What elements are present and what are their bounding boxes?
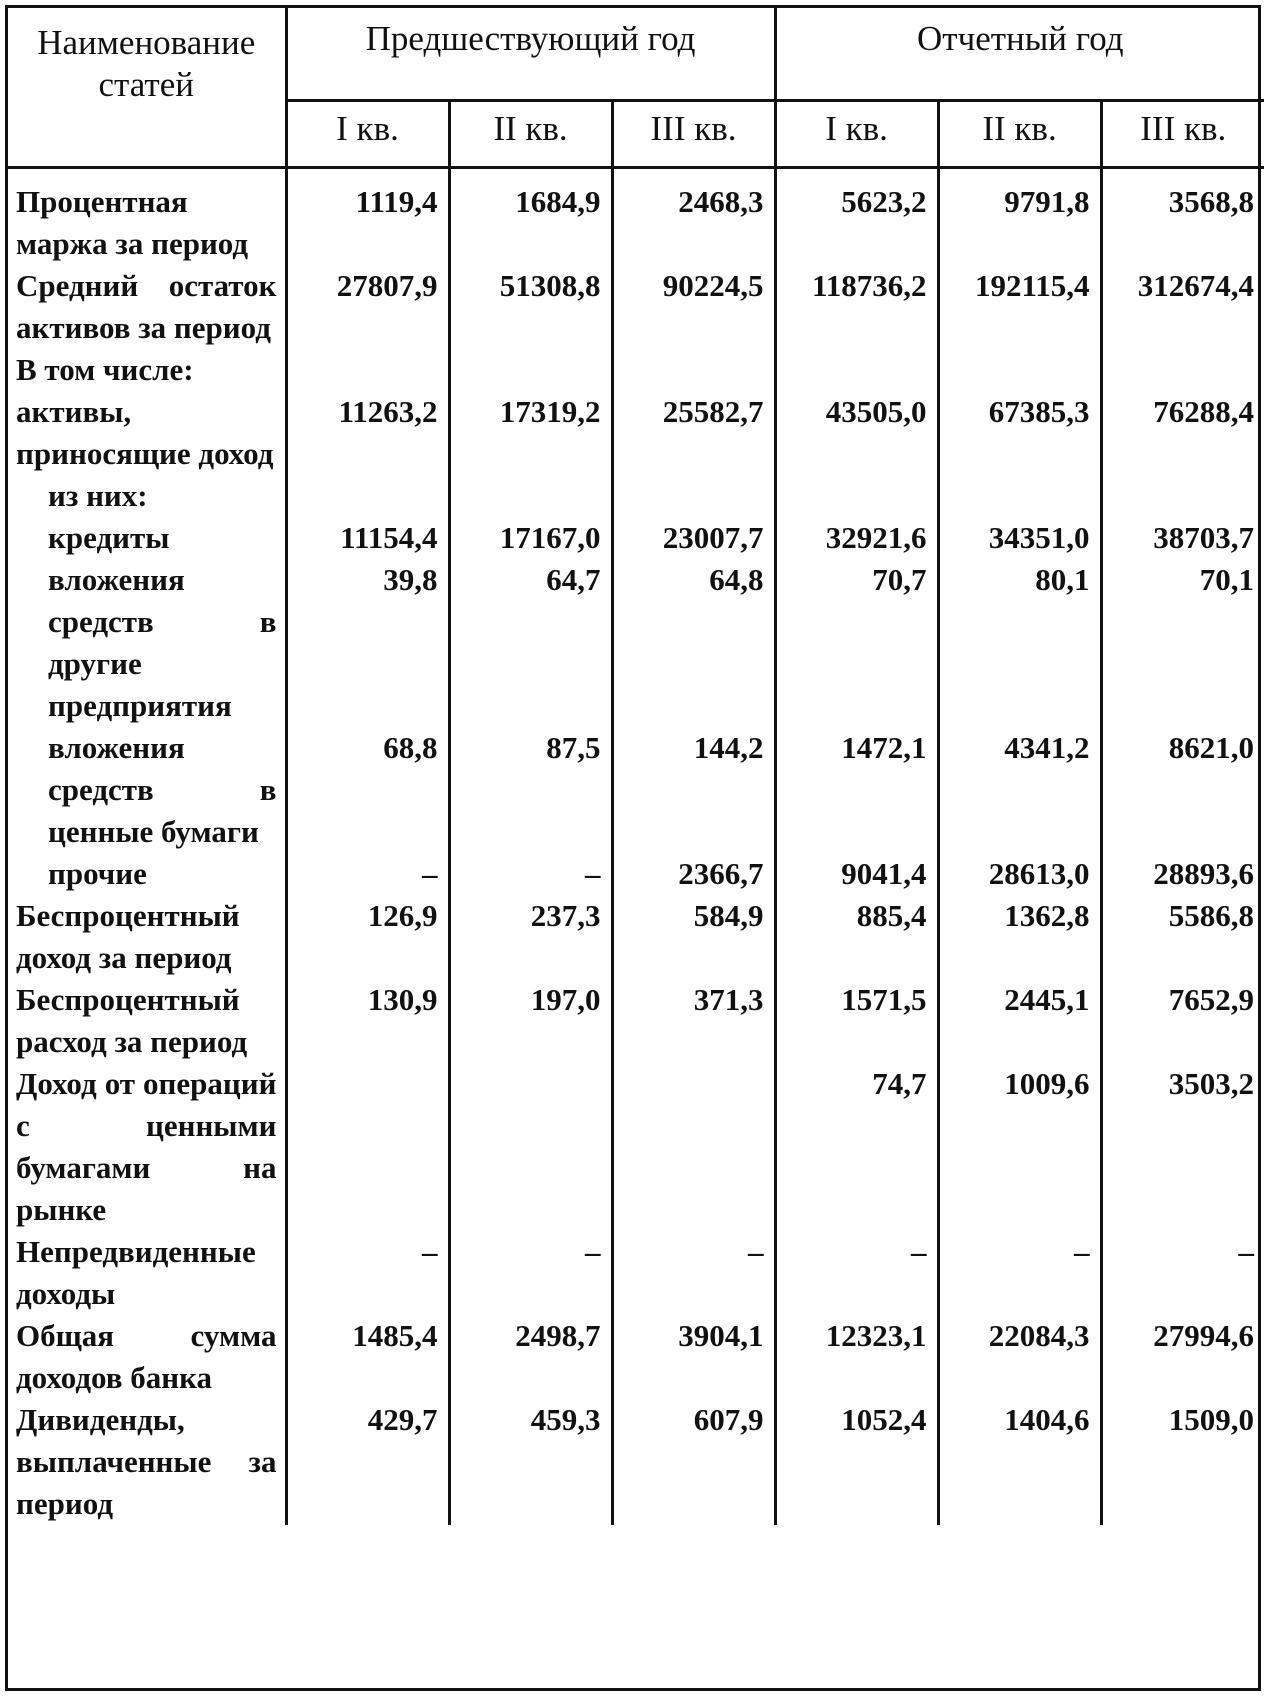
table-row — [8, 1231, 1264, 1315]
value-cell: 90224,5 — [612, 265, 775, 349]
value-cell: 67385,3 — [938, 391, 1101, 475]
value-cell: 39,8 — [286, 559, 449, 727]
value-cell: – — [449, 1231, 612, 1315]
value-cell: 237,3 — [449, 895, 612, 979]
value-cell: 459,3 — [449, 1399, 612, 1525]
value-cell: 1571,5 — [775, 979, 938, 1063]
value-cell — [449, 349, 612, 391]
value-cell: 4341,2 — [938, 727, 1101, 853]
header-quarter: II кв. — [938, 100, 1101, 167]
table-row — [8, 167, 1264, 265]
value-cell: 3503,2 — [1101, 1063, 1264, 1231]
header-group-reporting-year: Отчетный год — [775, 8, 1264, 100]
value-cell: 25582,7 — [612, 391, 775, 475]
value-cell — [938, 349, 1101, 391]
value-cell — [449, 1063, 612, 1231]
row-label: В том числе: — [16, 351, 194, 387]
table-row — [8, 1315, 1264, 1399]
income-table — [8, 8, 1264, 1525]
table-row — [8, 1063, 1264, 1231]
row-label: Средний остаток активов за период — [16, 267, 277, 345]
value-cell: – — [1101, 1231, 1264, 1315]
header-quarter: II кв. — [449, 100, 612, 167]
table-row — [8, 979, 1264, 1063]
value-cell: 584,9 — [612, 895, 775, 979]
value-cell — [775, 349, 938, 391]
value-cell: 5586,8 — [1101, 895, 1264, 979]
value-cell: 38703,7 — [1101, 517, 1264, 559]
value-cell: 126,9 — [286, 895, 449, 979]
value-cell: 23007,7 — [612, 517, 775, 559]
value-cell: – — [286, 853, 449, 895]
value-cell: 68,8 — [286, 727, 449, 853]
value-cell: 74,7 — [775, 1063, 938, 1231]
row-label: Беспроцентный доход за период — [16, 897, 240, 975]
table-row — [8, 349, 1264, 391]
value-cell — [775, 475, 938, 517]
value-cell: 3904,1 — [612, 1315, 775, 1399]
value-cell: 17319,2 — [449, 391, 612, 475]
value-cell — [612, 349, 775, 391]
value-cell — [1101, 475, 1264, 517]
value-cell — [286, 475, 449, 517]
row-label: Общая сумма доходов банка — [16, 1317, 277, 1395]
header-quarter: I кв. — [775, 100, 938, 167]
header-group-previous-year: Предшествующий год — [286, 8, 775, 100]
header-name-col: Наименование статей — [8, 8, 286, 167]
value-cell: 3568,8 — [1101, 167, 1264, 265]
value-cell: 34351,0 — [938, 517, 1101, 559]
value-cell: – — [775, 1231, 938, 1315]
value-cell: 28613,0 — [938, 853, 1101, 895]
value-cell: 2498,7 — [449, 1315, 612, 1399]
value-cell — [286, 1063, 449, 1231]
value-cell: 51308,8 — [449, 265, 612, 349]
value-cell: 1052,4 — [775, 1399, 938, 1525]
value-cell: 130,9 — [286, 979, 449, 1063]
value-cell: 144,2 — [612, 727, 775, 853]
value-cell: 1509,0 — [1101, 1399, 1264, 1525]
value-cell: 1009,6 — [938, 1063, 1101, 1231]
value-cell — [286, 349, 449, 391]
value-cell: 80,1 — [938, 559, 1101, 727]
value-cell: 312674,4 — [1101, 265, 1264, 349]
row-label: прочие — [48, 855, 147, 891]
income-table-page — [5, 5, 1261, 1691]
value-cell: 17167,0 — [449, 517, 612, 559]
value-cell: 1684,9 — [449, 167, 612, 265]
value-cell: – — [938, 1231, 1101, 1315]
row-label: Дивиденды, выплаченные за период — [16, 1401, 277, 1521]
table-row — [8, 727, 1264, 853]
value-cell: 9791,8 — [938, 167, 1101, 265]
value-cell: 12323,1 — [775, 1315, 938, 1399]
value-cell: 27994,6 — [1101, 1315, 1264, 1399]
table-row — [8, 517, 1264, 559]
value-cell — [1101, 349, 1264, 391]
value-cell: 885,4 — [775, 895, 938, 979]
value-cell: 11263,2 — [286, 391, 449, 475]
value-cell: 371,3 — [612, 979, 775, 1063]
value-cell: 70,1 — [1101, 559, 1264, 727]
value-cell: 87,5 — [449, 727, 612, 853]
value-cell — [612, 1063, 775, 1231]
table-body — [8, 167, 1264, 1525]
value-cell: 70,7 — [775, 559, 938, 727]
value-cell: 1485,4 — [286, 1315, 449, 1399]
value-cell: 7652,9 — [1101, 979, 1264, 1063]
value-cell: 76288,4 — [1101, 391, 1264, 475]
row-label: Процентная маржа за период — [16, 183, 249, 261]
row-label: активы, приносящие доход — [16, 393, 274, 471]
table-row — [8, 853, 1264, 895]
value-cell: – — [612, 1231, 775, 1315]
table-row — [8, 391, 1264, 475]
header-quarter: III кв. — [612, 100, 775, 167]
value-cell: – — [286, 1231, 449, 1315]
value-cell: 64,7 — [449, 559, 612, 727]
table-row — [8, 895, 1264, 979]
table-row — [8, 265, 1264, 349]
value-cell — [612, 475, 775, 517]
row-label: из них: — [48, 477, 148, 513]
value-cell: 8621,0 — [1101, 727, 1264, 853]
row-label: Беспроцентный расход за период — [16, 981, 248, 1059]
value-cell: 2468,3 — [612, 167, 775, 265]
row-label: вложения средств в другие предприятия — [48, 561, 277, 723]
value-cell: 1362,8 — [938, 895, 1101, 979]
value-cell: 1472,1 — [775, 727, 938, 853]
value-cell: 2366,7 — [612, 853, 775, 895]
value-cell: 5623,2 — [775, 167, 938, 265]
row-label: Доход от операций с ценными бумагами на рынке — [16, 1065, 277, 1227]
row-label: вложения средств в ценные бумаги — [48, 729, 277, 849]
value-cell: 43505,0 — [775, 391, 938, 475]
table-row — [8, 559, 1264, 727]
value-cell: 11154,4 — [286, 517, 449, 559]
value-cell: 118736,2 — [775, 265, 938, 349]
value-cell: 1404,6 — [938, 1399, 1101, 1525]
value-cell — [449, 475, 612, 517]
value-cell: 429,7 — [286, 1399, 449, 1525]
header-quarter: III кв. — [1101, 100, 1264, 167]
value-cell: 2445,1 — [938, 979, 1101, 1063]
value-cell: – — [449, 853, 612, 895]
value-cell: 28893,6 — [1101, 853, 1264, 895]
value-cell: 192115,4 — [938, 265, 1101, 349]
value-cell — [938, 475, 1101, 517]
value-cell: 27807,9 — [286, 265, 449, 349]
value-cell: 32921,6 — [775, 517, 938, 559]
header-quarter: I кв. — [286, 100, 449, 167]
value-cell: 1119,4 — [286, 167, 449, 265]
table-row — [8, 475, 1264, 517]
row-label: Непредвиденные доходы — [16, 1233, 256, 1311]
value-cell: 9041,4 — [775, 853, 938, 895]
row-label: кредиты — [48, 519, 170, 555]
value-cell: 197,0 — [449, 979, 612, 1063]
value-cell: 64,8 — [612, 559, 775, 727]
value-cell: 22084,3 — [938, 1315, 1101, 1399]
value-cell: 607,9 — [612, 1399, 775, 1525]
table-row — [8, 1399, 1264, 1525]
